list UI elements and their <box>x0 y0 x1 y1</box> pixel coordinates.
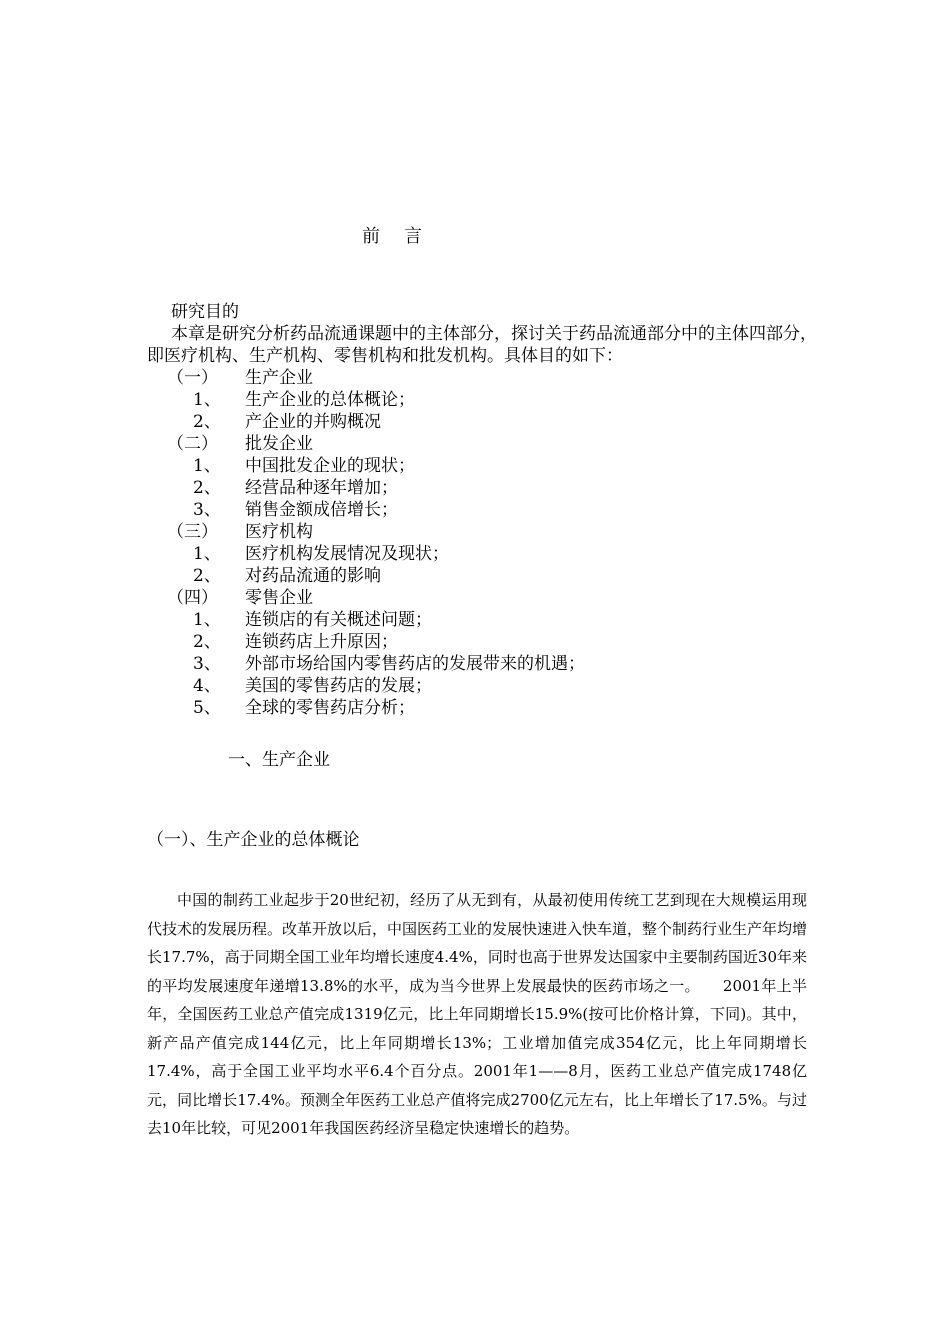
outline-item-text: 全球的零售药店分析； <box>245 698 415 718</box>
outline-section-title: 零售企业 <box>245 588 313 608</box>
outline-item <box>147 389 817 411</box>
outline-item <box>147 653 817 675</box>
outline-section-number: （二） <box>167 434 218 454</box>
outline-item-text: 外部市场给国内零售药店的发展带来的机遇； <box>245 654 585 674</box>
preface-title-char-1: 前 <box>362 226 380 247</box>
purpose-text: 本章是研究分析药品流通课题中的主体部分，探讨关于药品流通部分中的主体四部分，即医疗机构、生产机构、零售机构和批发机构。具体目的如下： <box>147 324 817 366</box>
preface-title <box>362 222 422 248</box>
outline-item-text: 产企业的并购概况 <box>245 412 381 432</box>
outline-item-number: 2、 <box>193 566 221 586</box>
chapter-heading: 一、生产企业 <box>228 750 330 770</box>
outline-item-number: 2、 <box>193 412 221 432</box>
outline-item-text: 销售金额成倍增长； <box>245 500 398 520</box>
outline-item-text: 中国批发企业的现状； <box>245 456 415 476</box>
preface-title-char-2: 言 <box>404 226 422 247</box>
outline-item-text: 生产企业的总体概论； <box>245 390 415 410</box>
outline-item-number: 1、 <box>193 456 221 476</box>
outline-item-text: 连锁店的有关概述问题； <box>245 610 432 630</box>
outline-item-text: 连锁药店上升原因； <box>245 632 398 652</box>
body-paragraph: 中国的制药工业起步于20世纪初，经历了从无到有，从最初使用传统工艺到现在大规模运用现代技术的发展历程。改革开放以后，中国医药工业的发展快速进入快车道，整个制药行业生产年均增长17.7%，高于同期全国工业年均增长速度4.4%，同时也高于世界发达国家中主要制药国近30年来的平均发展速度年递增13.8%的水平，成为当今世界上发展最快的医药市场之一。 2001年上半年，全国医药工业总产值完成1319亿元，比上年同期增长15.9%(按可比价格计算，下同)。其中，新产品产值完成144亿元，比上年同期增长13%；工业增加值完成354亿元，比上年同期增长17.4%，高于全国工业平均水平6.4个百分点。2001年1——8月，医药工业总产值完成1748亿元，同比增长17.4%。预测全年医药工业总产值将完成2700亿元左右，比上年增长了17.5%。与过去10年比较，可见2001年我国医药经济呈稳定快速增长的趋势。 <box>147 891 808 1137</box>
outline-item-number: 5、 <box>193 698 221 718</box>
outline-item-number: 1、 <box>193 544 221 564</box>
outline-item <box>147 455 817 477</box>
outline-section-number: （四） <box>167 588 218 608</box>
outline-section <box>147 521 817 543</box>
outline-item-text: 医疗机构发展情况及现状； <box>245 544 449 564</box>
outline-list <box>147 367 817 719</box>
outline-item-number: 3、 <box>193 654 221 674</box>
outline-section-title: 医疗机构 <box>245 522 313 542</box>
outline-item <box>147 543 817 565</box>
outline-item-number: 2、 <box>193 478 221 498</box>
outline-item <box>147 565 817 587</box>
outline-item <box>147 411 817 433</box>
outline-section-number: （一） <box>167 368 218 388</box>
outline-section <box>147 433 817 455</box>
outline-section <box>147 367 817 389</box>
outline-item-number: 1、 <box>193 610 221 630</box>
outline-item-number: 1、 <box>193 390 221 410</box>
outline-item-text: 对药品流通的影响 <box>245 566 381 586</box>
outline-item <box>147 499 817 521</box>
outline-section-title: 批发企业 <box>245 434 313 454</box>
outline-item <box>147 477 817 499</box>
outline-section-title: 生产企业 <box>245 368 313 388</box>
outline-item <box>147 697 817 719</box>
outline-item <box>147 631 817 653</box>
section-heading: （一）、生产企业的总体概论 <box>147 830 360 850</box>
research-purpose <box>147 301 817 719</box>
outline-item-number: 2、 <box>193 632 221 652</box>
outline-item-text: 美国的零售药店的发展； <box>245 676 432 696</box>
outline-item <box>147 675 817 697</box>
outline-item <box>147 609 817 631</box>
outline-section-number: （三） <box>167 522 218 542</box>
outline-section <box>147 587 817 609</box>
purpose-label: 研究目的 <box>171 302 239 322</box>
outline-item-number: 4、 <box>193 676 221 696</box>
outline-item-text: 经营品种逐年增加； <box>245 478 398 498</box>
outline-item-number: 3、 <box>193 500 221 520</box>
